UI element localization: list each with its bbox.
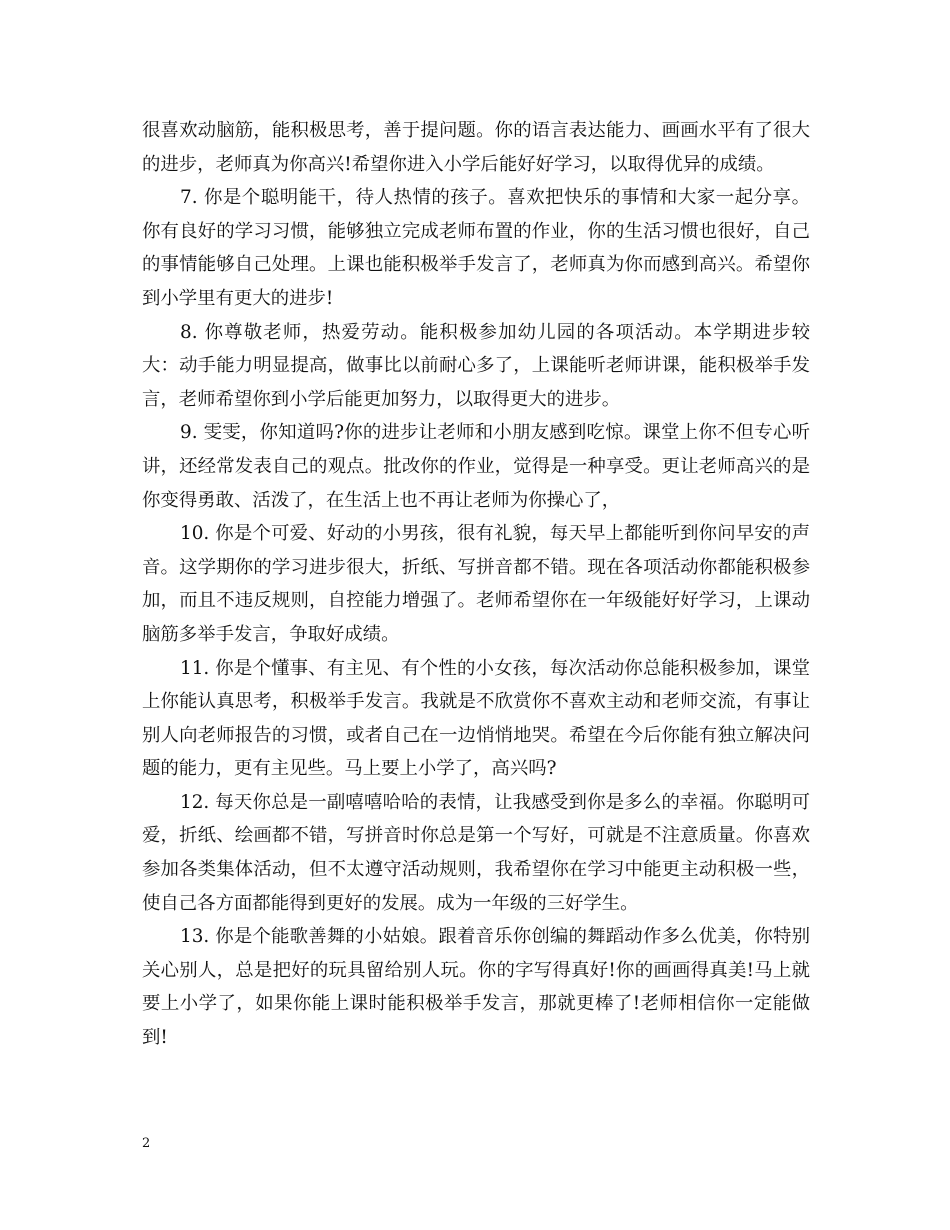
paragraph-comment-7: 7. 你是个聪明能干，待人热情的孩子。喜欢把快乐的事情和大家一起分享。你有良好的学习习惯，能够独立完成老师布置的作业，你的生活习惯也很好，自己的事情能够自己处理。上课也能积极举手发言了，老师真为你而感到高兴。希望你到小学里有更大的进步! [142, 187, 810, 309]
paragraph-comment-8: 8. 你尊敬老师，热爱劳动。能积极参加幼儿园的各项活动。本学期进步较大：动手能力明显提高，做事比以前耐心多了，上课能听老师讲课，能积极举手发言，老师希望你到小学后能更加努力，以取得更大的进步。 [142, 321, 810, 410]
document-body [142, 114, 810, 1055]
page-number: 2 [142, 1136, 151, 1151]
paragraph-comment-13: 13. 你是个能歌善舞的小姑娘。跟着音乐你创编的舞蹈动作多么优美，你特别关心别人，总是把好的玩具留给别人玩。你的字写得真好!你的画画得真美!马上就要上小学了，如果你能上课时能积极举手发言，那就更棒了!老师相信你一定能做到! [142, 926, 810, 1049]
paragraph-comment-9: 9. 雯雯，你知道吗?你的进步让老师和小朋友感到吃惊。课堂上你不但专心听讲，还经常发表自己的观点。批改你的作业，觉得是一种享受。更让老师高兴的是你变得勇敢、活泼了，在生活上也不再让老师为你操心了， [142, 422, 810, 511]
paragraph-comment-11: 11. 你是个懂事、有主见、有个性的小女孩，每次活动你总能积极参加，课堂上你能认真思考，积极举手发言。我就是不欣赏你不喜欢主动和老师交流，有事让别人向老师报告的习惯，或者自己在一边悄悄地哭。希望在今后你能有独立解决问题的能力，更有主见些。马上要上小学了，高兴吗? [142, 657, 810, 780]
paragraph-continuation: 很喜欢动脑筋，能积极思考，善于提问题。你的语言表达能力、画画水平有了很大的进步，老师真为你高兴!希望你进入小学后能好好学习，以取得优异的成绩。 [142, 120, 810, 175]
paragraph-comment-10: 10. 你是个可爱、好动的小男孩，很有礼貌，每天早上都能听到你问早安的声音。这学期你的学习进步很大，折纸、写拼音都不错。现在各项活动你都能积极参加，而且不违反规则，自控能力增强了。老师希望你在一年级能好好学习，上课动脑筋多举手发言，争取好成绩。 [142, 523, 810, 645]
paragraph-comment-12: 12. 每天你总是一副嘻嘻哈哈的表情，让我感受到你是多么的幸福。你聪明可爱，折纸、绘画都不错，写拼音时你总是第一个写好，可就是不注意质量。你喜欢参加各类集体活动，但不太遵守活动规则，我希望你在学习中能更主动积极一些，使自己各方面都能得到更好的发展。成为一年级的三好学生。 [142, 791, 810, 914]
